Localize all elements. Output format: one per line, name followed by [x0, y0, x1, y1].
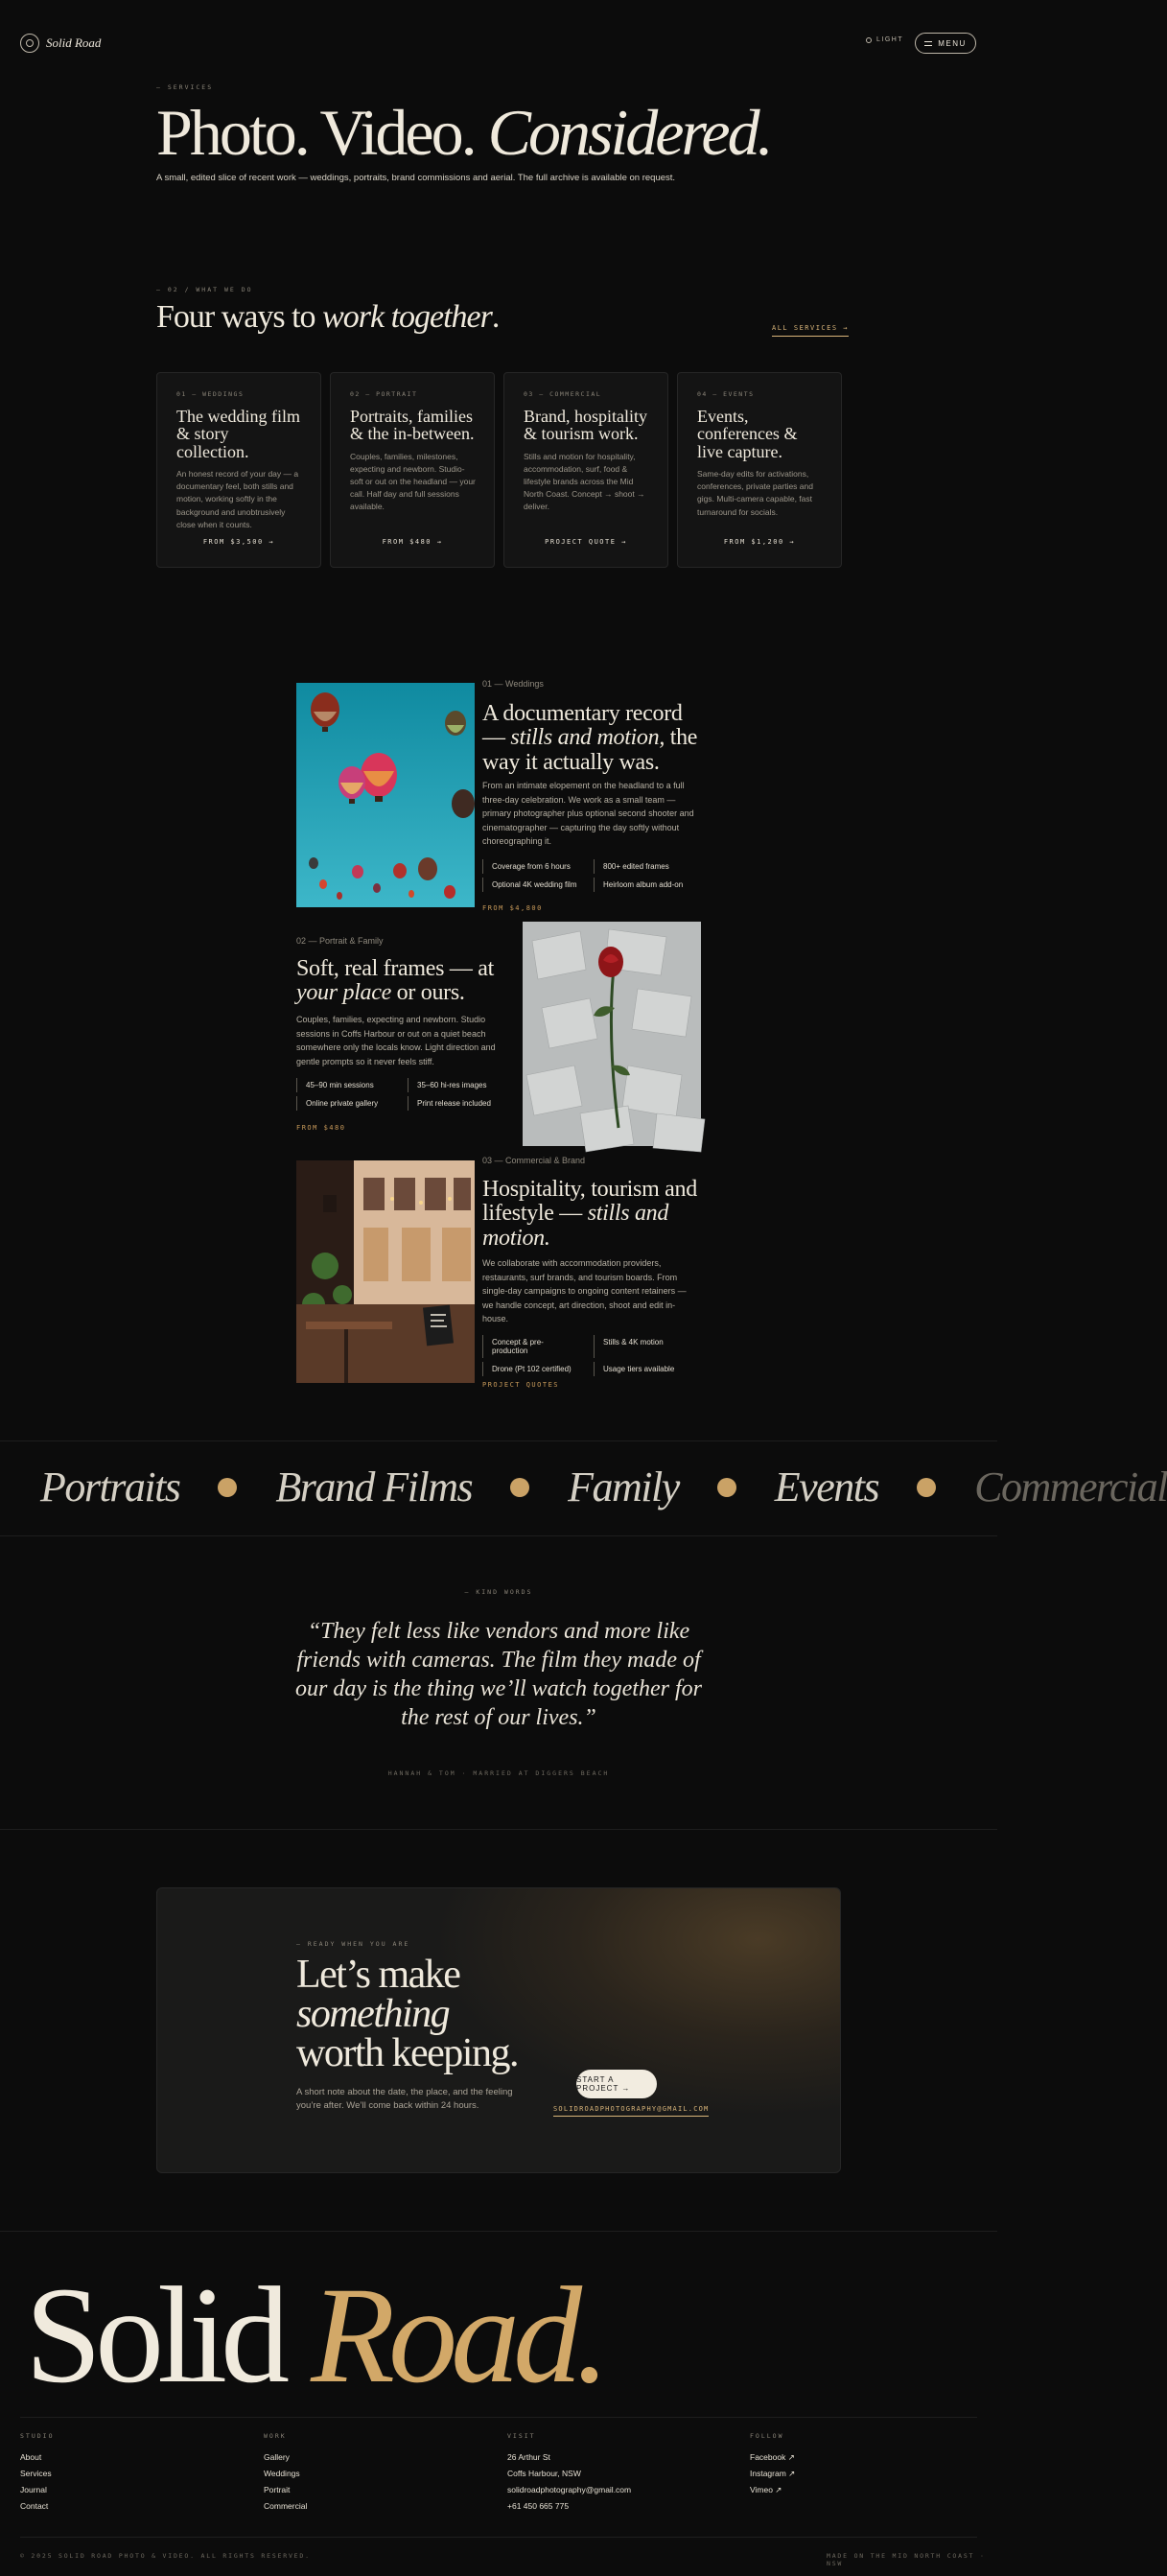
marquee-item: Commercial [974, 1464, 1167, 1510]
instagram-link[interactable]: Instagram ↗ [750, 2469, 796, 2478]
feature-price: FROM $480 [296, 1124, 346, 1132]
card-title: The wedding film & story collection. [176, 407, 300, 461]
marquee-item: Events [774, 1464, 879, 1510]
feature-tag: Coverage from 6 hours [482, 859, 578, 874]
menu-button[interactable]: MENU [915, 33, 976, 54]
footer-link-services[interactable]: Services [20, 2469, 52, 2478]
feature-tag: Concept & pre-production [482, 1335, 578, 1358]
feature-label: 01 — Weddings [482, 679, 544, 689]
footer-email-link[interactable]: solidroadphotography@gmail.com [507, 2485, 632, 2494]
service-card-commercial[interactable] [503, 372, 668, 568]
service-card-portrait[interactable] [330, 372, 495, 568]
marquee-dot [510, 1478, 529, 1497]
footer-col-studio [20, 2432, 54, 2515]
feature-desc: We collaborate with accommodation providers, restaurants, surf brands, and tourism boards. From single-day campaigns to ongoing content retainers — we handle concept, art direction, shoot and edit in-house. [482, 1258, 687, 1324]
feature-tag: 35–60 hi-res images [408, 1078, 503, 1092]
footer-phone-link[interactable]: +61 450 665 775 [507, 2501, 570, 2511]
email-link[interactable]: SOLIDROADPHOTOGRAPHY@GMAIL.COM [553, 2105, 709, 2117]
feature-tags [296, 1078, 503, 1111]
page-title: Photo. Video. Considered. [156, 96, 771, 169]
card-number: 01 — WEDDINGS [176, 390, 245, 398]
marquee-item: Family [568, 1464, 679, 1510]
site-header [0, 0, 997, 86]
services-marquee [0, 1440, 1167, 1536]
copyright: © 2025 SOLID ROAD PHOTO & VIDEO. ALL RIGHTS RESERVED. [20, 2552, 311, 2560]
feature-tag: Drone (Pt 102 certified) [482, 1362, 578, 1376]
hero-eyebrow: — SERVICES [156, 83, 214, 91]
sun-icon [866, 37, 872, 43]
card-number: 02 — PORTRAIT [350, 390, 418, 398]
card-title: Brand, hospitality & tourism work. [524, 407, 647, 444]
footer-link-journal[interactable]: Journal [20, 2485, 47, 2494]
cafe-photo [296, 1160, 475, 1383]
card-number: 04 — EVENTS [697, 390, 755, 398]
cta-desc: A short note about the date, the place, and the feeling you’re after. We’ll come back within 24 hours. [296, 2087, 513, 2112]
feature-desc: Couples, families, expecting and newborn. Studio sessions in Coffs Harbour or out on a quiet beach somewhere only the locals know. Light direction and gentle prompts so it never feels stiff. [296, 1015, 496, 1066]
footer-link-weddings[interactable]: Weddings [264, 2469, 300, 2478]
made-on-note: MADE ON THE MID NORTH COAST · NSW [827, 2552, 986, 2567]
rose-photo [523, 922, 701, 1146]
start-project-button[interactable]: START A PROJECT → [576, 2070, 657, 2098]
feature-title-commercial: Hospitality, tourism and lifestyle — stills and motion. [482, 1177, 697, 1251]
feature-price: PROJECT QUOTES [482, 1381, 560, 1389]
feature-tag: Stills & 4K motion [594, 1335, 689, 1358]
card-price-link[interactable]: PROJECT QUOTE → [545, 538, 627, 546]
theme-toggle[interactable]: LIGHT [866, 36, 903, 43]
all-services-link[interactable]: ALL SERVICES → [772, 324, 849, 337]
address-line: 26 Arthur St [507, 2452, 550, 2462]
service-card-events[interactable] [677, 372, 842, 568]
ways-title: Four ways to work together. [156, 299, 500, 335]
marquee-item: Brand Films [275, 1464, 473, 1510]
feature-tag: Usage tiers available [594, 1362, 689, 1376]
card-price-link[interactable]: FROM $3,500 → [202, 538, 275, 546]
vimeo-link[interactable]: Vimeo ↗ [750, 2485, 782, 2494]
feature-price: FROM $4,800 [482, 904, 543, 912]
ways-eyebrow: — 02 / WHAT WE DO [156, 286, 253, 293]
feature-title-weddings: A documentary record — stills and motion, the way it actually was. [482, 701, 698, 775]
card-price-link[interactable]: FROM $1,200 → [723, 538, 796, 546]
footer-logo: Solid Road. [25, 2260, 604, 2412]
feature-tag: 45–90 min sessions [296, 1078, 392, 1092]
marquee-item: Portraits [40, 1464, 180, 1510]
footer-link-about[interactable]: About [20, 2452, 42, 2462]
footer-col-work [264, 2432, 307, 2515]
card-desc: Stills and motion for hospitality, accommodation, surf, food & lifestyle brands across the Mid North Coast. Concept → shoot → deliver. [524, 451, 645, 512]
logo-icon[interactable] [20, 34, 39, 53]
divider [0, 1829, 997, 1830]
footer-col-follow [750, 2432, 795, 2498]
divider [20, 2417, 977, 2418]
feature-desc: From an intimate elopement on the headland to a full three-day celebration. We work as a small team — primary photographer plus optional second shooter and cinematographer — capturing the day softly without choreographing it. [482, 781, 694, 847]
facebook-link[interactable]: Facebook ↗ [750, 2452, 795, 2462]
card-price-link[interactable]: FROM $480 → [382, 538, 443, 546]
footer-link-portrait[interactable]: Portrait [264, 2485, 291, 2494]
menu-icon [924, 41, 932, 46]
testimonial-attribution: HANNAH & TOM · MARRIED AT DIGGERS BEACH [387, 1769, 610, 1777]
footer-heading: WORK [264, 2432, 287, 2440]
footer-heading: VISIT [507, 2432, 536, 2440]
card-number: 03 — COMMERCIAL [524, 390, 602, 398]
divider [20, 2537, 977, 2538]
footer-heading: STUDIO [20, 2432, 55, 2440]
wedding-balloons-photo [296, 683, 475, 907]
testimonial-quote: “They felt less like vendors and more like friends with cameras. The film they made of our day is the thing we’ll watch together for the rest of our lives.” [295, 1619, 702, 1730]
cta-panel [156, 1887, 841, 2173]
marquee-dot [218, 1478, 237, 1497]
footer-col-visit [507, 2432, 631, 2515]
feature-tags [482, 859, 689, 892]
cta-title: Let’s make something worth keeping. [296, 1953, 518, 2076]
address-line: Coffs Harbour, NSW [507, 2469, 581, 2478]
feature-tag: Print release included [408, 1096, 503, 1111]
card-title: Events, conferences & live capture. [697, 407, 798, 461]
card-desc: Couples, families, milestones, expecting and newborn. Studio-soft or out on the headland — your call. Half day and full sessions available. [350, 451, 476, 512]
feature-tag: 800+ edited frames [594, 859, 689, 874]
feature-tag: Optional 4K wedding film [482, 878, 578, 892]
feature-tag: Online private gallery [296, 1096, 392, 1111]
card-title: Portraits, families & the in-between. [350, 407, 475, 444]
feature-tags [482, 1335, 689, 1376]
feature-title-portrait: Soft, real frames — at your place or ours. [296, 956, 494, 1006]
footer-heading: FOLLOW [750, 2432, 784, 2440]
service-card-weddings[interactable] [156, 372, 321, 568]
divider [0, 2231, 997, 2232]
hero-subtitle: A small, edited slice of recent work — weddings, portraits, brand commissions and aerial. The full archive is available on request. [156, 173, 676, 183]
card-desc: An honest record of your day — a documentary feel, both stills and motion, working softly in the background and unobtrusively close when it counts. [176, 469, 299, 529]
marquee-dot [917, 1478, 936, 1497]
feature-label: 03 — Commercial & Brand [482, 1156, 586, 1165]
card-desc: Same-day edits for activations, conferences, private parties and gigs. Multi-camera capable, fast turnaround for socials. [697, 469, 813, 517]
footer-link-gallery[interactable]: Gallery [264, 2452, 290, 2462]
footer-link-commercial[interactable]: Commercial [264, 2501, 308, 2511]
feature-tag: Heirloom album add-on [594, 878, 689, 892]
feature-label: 02 — Portrait & Family [296, 936, 384, 946]
cta-eyebrow: — READY WHEN YOU ARE [296, 1940, 410, 1948]
marquee-dot [717, 1478, 736, 1497]
brand-logo[interactable]: Solid Road [46, 35, 102, 50]
testimonial-eyebrow: — KIND WORDS [464, 1588, 533, 1596]
footer-link-contact[interactable]: Contact [20, 2501, 49, 2511]
